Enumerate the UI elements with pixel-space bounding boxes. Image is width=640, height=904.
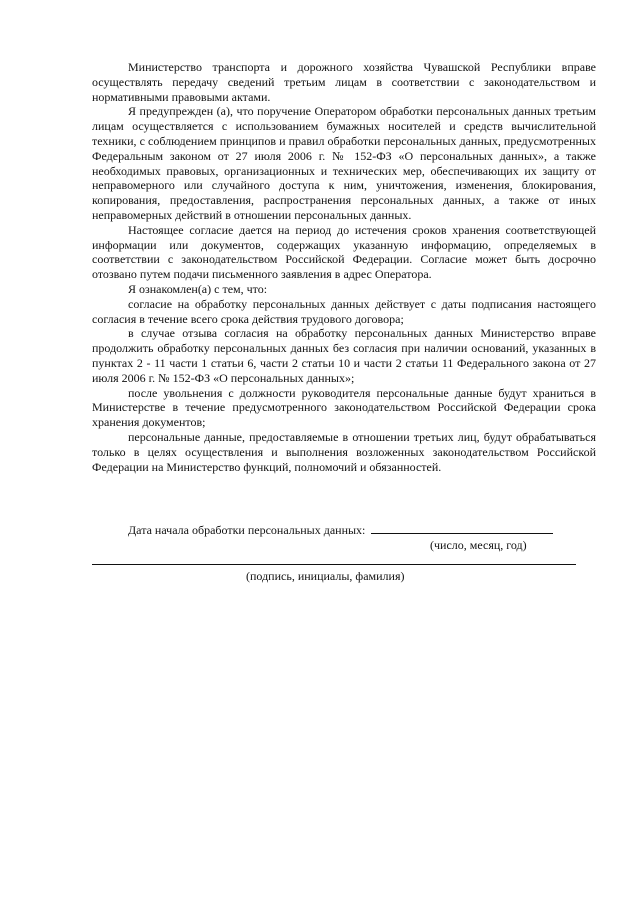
date-hint: (число, месяц, год) <box>430 538 527 552</box>
date-label: Дата начала обработки персональных данных: <box>128 523 366 537</box>
paragraph-acknowledged: Я ознакомлен(а) с тем, что: <box>128 281 268 296</box>
signature-hint: (подпись, инициалы, фамилия) <box>246 569 405 583</box>
document-body <box>92 60 596 474</box>
signature-line[interactable] <box>92 564 576 565</box>
date-field-row <box>128 521 553 538</box>
paragraph-transfer-rights: Министерство транспорта и дорожного хозяйства Чувашской Республики вправе осуществлять передачу сведений третьим лицам в соответствии с законодательством и нормативными правовыми актами. <box>92 60 596 104</box>
paragraph-consent-validity: согласие на обработку персональных данных действует с даты подписания настоящего согласия в течение всего срока действия трудового договора; <box>92 296 596 326</box>
paragraph-after-dismissal: после увольнения с должности руководителя персональные данные будут храниться в Министерстве в течение предусмотренного законодательством Российской Федерации срока хранения документов; <box>92 385 596 430</box>
paragraph-third-parties: персональные данные, предоставляемые в отношении третьих лиц, будут обрабатываться только в целях осуществления и выполнения возложенных законодательством Российской Федерации на Министерство функций, полномочий и обязанностей. <box>92 429 596 474</box>
paragraph-consent-withdrawal: в случае отзыва согласия на обработку персональных данных Министерство вправе продолжить обработку персональных данных без согласия при наличии оснований, указанных в пунктах 2 - 11 части 1 статьи 6, части 2 статьи 10 и части 2 статьи 11 Федерального закона от 27 июля 2006 г. № 152-ФЗ «О персональных данных»; <box>92 326 596 385</box>
paragraph-warning: Я предупрежден (а), что поручение Оператором обработки персональных данных третьим лицам осуществляется с использованием бумажных носителей и средств вычислительной техники, с соблюдением принципов и правил обработки персональных данных, предусмотренных Федеральным законом от 27 июля 2006 г. № 152-ФЗ «О персональных данных», а также необходимых правовых, организационных и технических мер, обеспечивающих их защиту от неправомерного или случайного доступа к ним, уничтожения, изменения, блокирования, копирования, предоставления, распространения персональных данных, а также от иных неправомерных действий в отношении персональных данных. <box>92 104 596 222</box>
date-input-line[interactable] <box>371 521 553 534</box>
paragraph-consent-period: Настоящее согласие дается на период до истечения сроков хранения соответствующей информации или документов, содержащих указанную информацию, определяемых в соответствии с законодательством Российской Федерации. Согласие может быть досрочно отозвано путем подачи письменного заявления в адрес Оператора. <box>92 222 596 282</box>
